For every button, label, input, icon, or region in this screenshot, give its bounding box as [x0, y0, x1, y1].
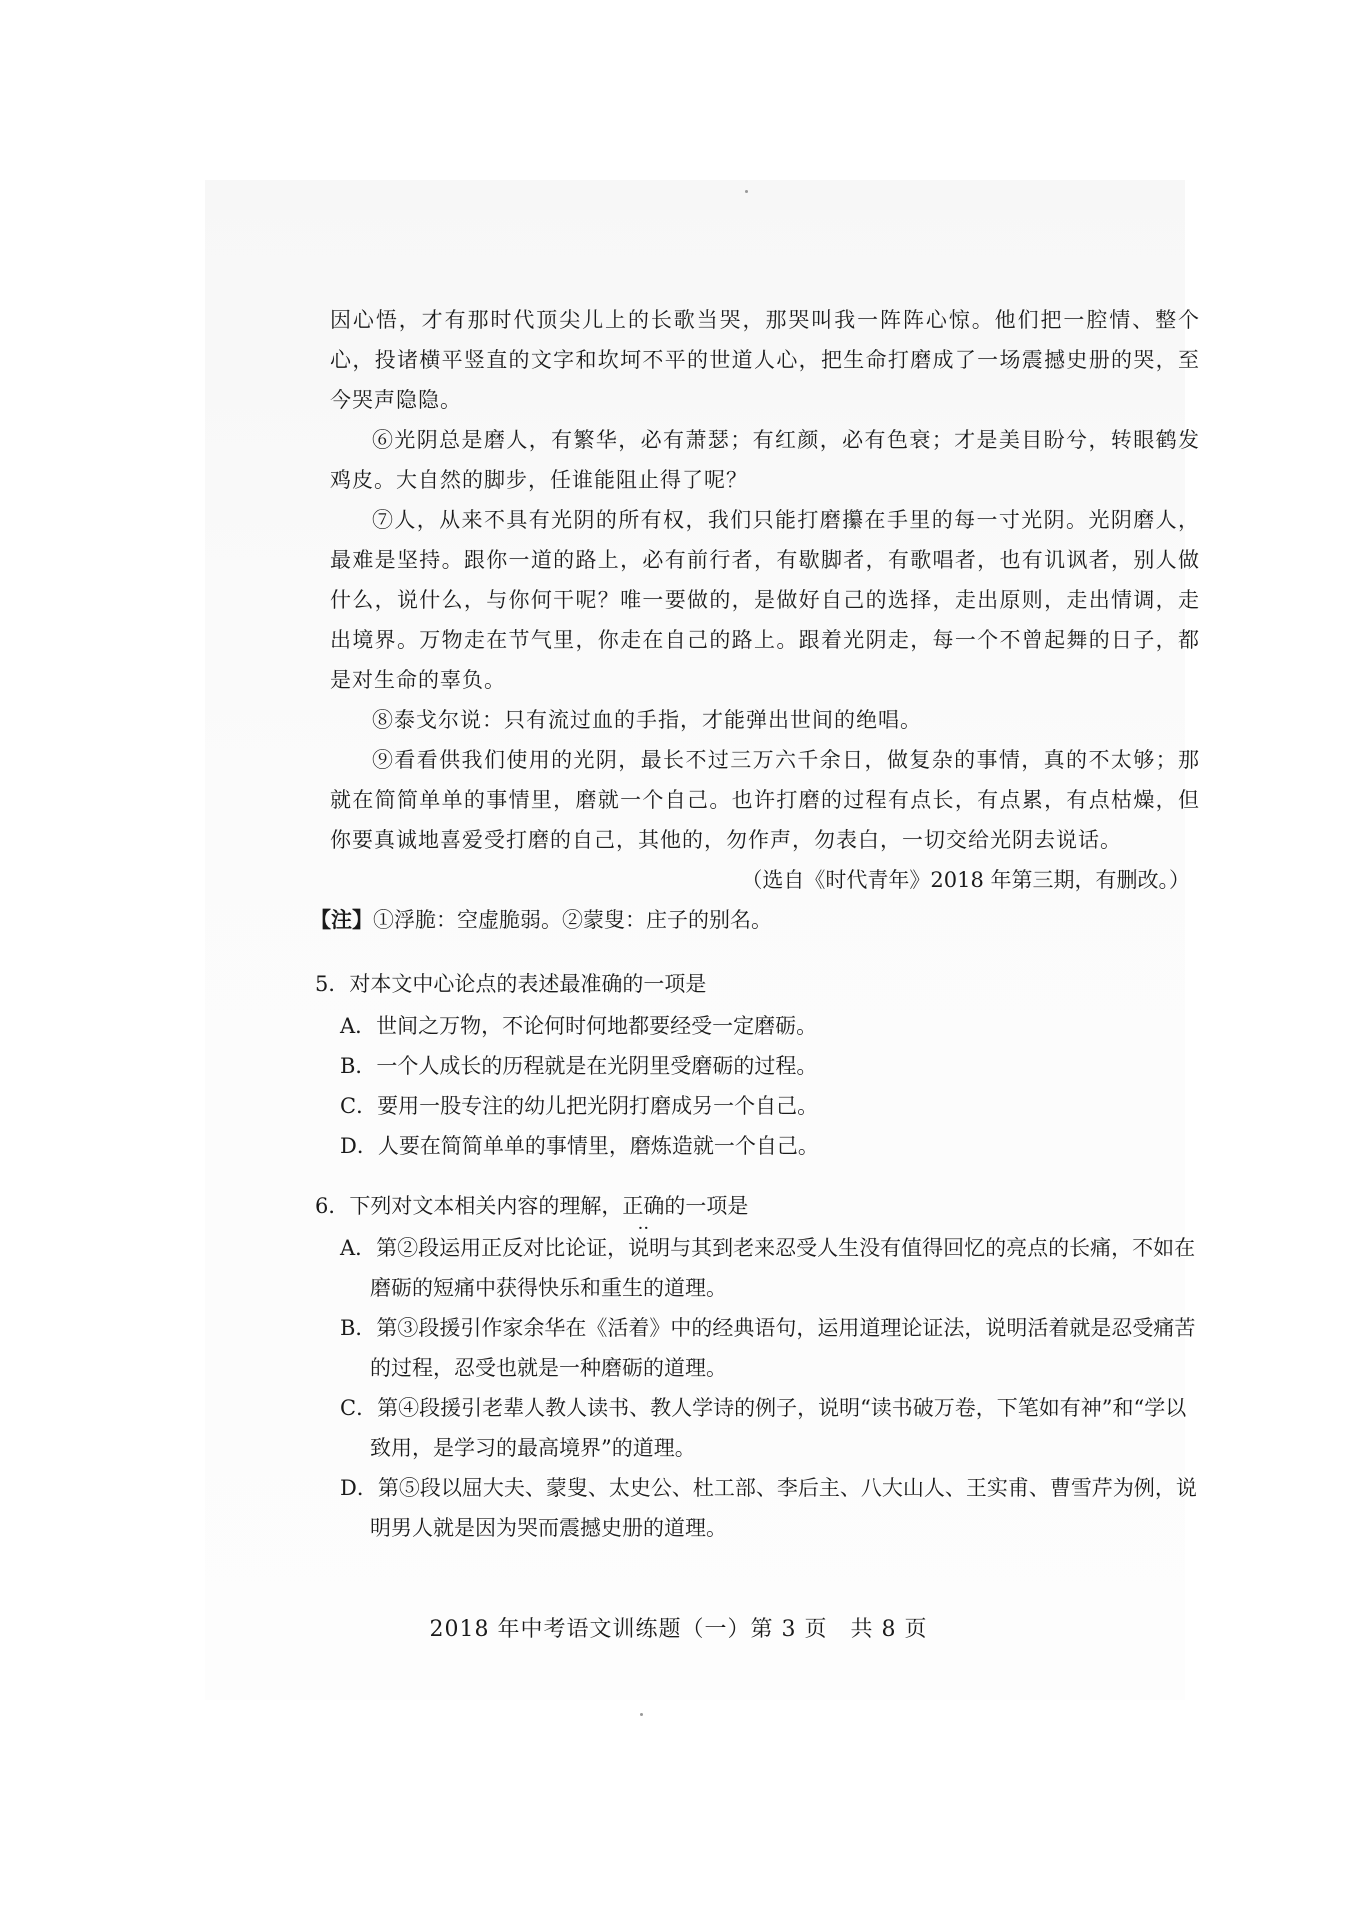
- option-b: B．第③段援引作家余华在《活着》中的经典语句，运用道理论证法，说明活着就是忍受痛苦的过程，忍受也就是一种磨砺的道理。: [340, 1316, 1196, 1380]
- option-c: C．第④段援引老辈人教人读书、教人学诗的例子，说明“读书破万卷，下笔如有神”和“学以致用，是学习的最高境界”的道理。: [340, 1396, 1187, 1460]
- scan-speck: [640, 1713, 643, 1716]
- note-label: 【注】: [310, 907, 373, 932]
- option-a: A．世间之万物，不论何时何地都要经受一定磨砺。: [340, 1014, 818, 1038]
- emphasis-text: 正确: [622, 1194, 665, 1218]
- page-footer: 2018 年中考语文训练题（一）第 3 页 共 8 页: [429, 1617, 928, 1642]
- stem-before: 6．下列对文本相关内容的理解，: [315, 1194, 623, 1218]
- option-c: C．要用一股专注的幼儿把光阴打磨成另一个自己。: [340, 1094, 819, 1118]
- passage-paragraph-8: ⑧泰戈尔说：只有流过血的手指，才能弹出世间的绝唱。: [372, 708, 922, 732]
- passage-source: （选自《时代青年》2018 年第三期，有删改。）: [741, 868, 1190, 892]
- passage-note: [310, 900, 1200, 940]
- option-d: D．第⑤段以屈大夫、蒙叟、太史公、杜工部、李后主、八大山人、王实甫、曹雪芹为例，说明男人就是因为哭而震撼史册的道理。: [340, 1476, 1197, 1540]
- option-b: B．一个人成长的历程就是在光阴里受磨砺的过程。: [340, 1054, 818, 1078]
- question-5: [315, 964, 1200, 1166]
- question-6: [315, 1186, 1200, 1548]
- question-stem: 5．对本文中心论点的表述最准确的一项是: [315, 972, 707, 996]
- passage-paragraph-6: ⑥光阴总是磨人，有繁华，必有萧瑟；有红颜，必有色衰；才是美目盼兮，转眼鹤发鸡皮。大自然的脚步，任谁能阻止得了呢？: [330, 428, 1200, 492]
- emphasis-dots-icon: ··: [637, 1218, 650, 1239]
- passage-paragraph-5-tail: 因心悟，才有那时代顶尖儿上的长歌当哭，那哭叫我一阵阵心惊。他们把一腔情、整个心，投诸横平竖直的文字和坎坷不平的世道人心，把生命打磨成了一场震撼史册的哭，至今哭声隐隐。: [330, 308, 1200, 412]
- passage-paragraph-7: ⑦人，从来不具有光阴的所有权，我们只能打磨攥在手里的每一寸光阴。光阴磨人，最难是坚持。跟你一道的路上，必有前行者，有歇脚者，有歌唱者，也有讥讽者，别人做什么，说什么，与你何干呢？唯一要做的，是做好自己的选择，走出原则，走出情调，走出境界。万物走在节气里，你走在自己的路上。跟着光阴走，每一个不曾起舞的日子，都是对生命的辜负。: [330, 508, 1200, 692]
- option-a: A．第②段运用正反对比论证，说明与其到老来忍受人生没有值得回忆的亮点的长痛，不如在磨砺的短痛中获得快乐和重生的道理。: [340, 1236, 1196, 1300]
- passage-paragraph-9: ⑨看看供我们使用的光阴，最长不过三万六千余日，做复杂的事情，真的不太够；那就在简简单单的事情里，磨就一个自己。也许打磨的过程有点长，有点累，有点枯燥，但你要真诚地喜爱受打磨的自己，其他的，勿作声，勿表白，一切交给光阴去说话。: [330, 748, 1200, 852]
- page-content: [310, 300, 1200, 1548]
- stem-emphasis: [622, 1194, 665, 1239]
- option-d: D．人要在简简单单的事情里，磨炼造就一个自己。: [340, 1134, 819, 1158]
- question-stem: [315, 1186, 1200, 1239]
- note-text: ①浮脆：空虚脆弱。②蒙叟：庄子的别名。: [373, 908, 772, 932]
- scan-speck: [745, 190, 748, 193]
- stem-after: 的一项是: [664, 1194, 749, 1218]
